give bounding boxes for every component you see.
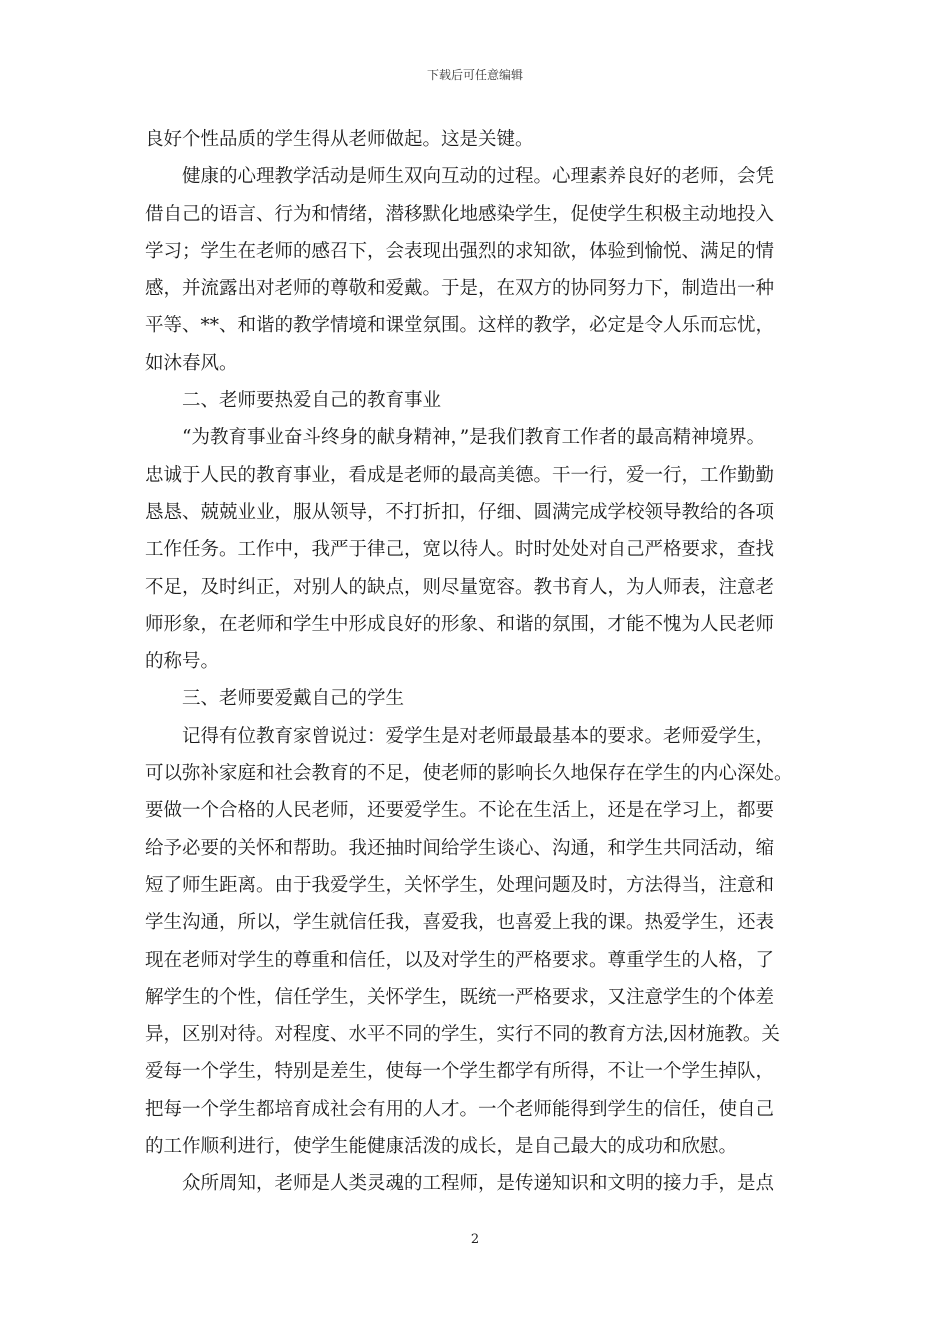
text-line: 忠诚于人民的教育事业，看成是老师的最高美德。干一行，爱一行，工作勤勤 <box>145 464 775 486</box>
text-line: 感，并流露出对老师的尊敬和爱戴。于是，在双方的协同努力下，制造出一种 <box>145 278 775 300</box>
text-line: 的称号。 <box>145 651 220 673</box>
text-line: 异，区别对待。对程度、水平不同的学生，实行不同的教育方法,因材施教。关 <box>145 1024 780 1046</box>
text-line: 的工作顺利进行，使学生能健康活泼的成长，是自己最大的成功和欣慰。 <box>145 1136 738 1158</box>
paragraph-start: 众所周知，老师是人类灵魂的工程师，是传递知识和文明的接力手，是点 <box>182 1173 775 1195</box>
paragraph-start: 记得有位教育家曾说过：爱学生是对老师最最基本的要求。老师爱学生， <box>182 725 775 747</box>
document-body <box>145 121 811 1203</box>
paragraph-start: “为教育事业奋斗终身的献身精神，”是我们教育工作者的最高精神境界。 <box>182 427 766 449</box>
text-line: 师形象，在老师和学生中形成良好的形象、和谐的氛围，才能不愧为人民老师 <box>145 613 775 635</box>
page-number: 2 <box>470 1232 480 1247</box>
text-line: 恳恳、兢兢业业，服从领导，不打折扣，仔细、圆满完成学校领导教给的各项 <box>145 501 775 523</box>
text-line: 良好个性品质的学生得从老师做起。这是关键。 <box>145 129 534 150</box>
text-line: 平等、**、和谐的教学情境和课堂氛围。这样的教学，必定是令人乐而忘忧， <box>145 315 775 337</box>
text-line: 借自己的语言、行为和情绪，潜移默化地感染学生，促使学生积极主动地投入 <box>145 203 775 225</box>
text-line: 把每一个学生都培育成社会有用的人才。一个老师能得到学生的信任，使自己 <box>145 1098 775 1120</box>
section-heading: 二、老师要热爱自己的教育事业 <box>182 390 442 412</box>
text-line: 短了师生距离。由于我爱学生，关怀学生，处理问题及时，方法得当，注意和 <box>145 874 775 896</box>
page-header: 下载后可任意编辑 <box>426 68 523 82</box>
text-line: 可以弥补家庭和社会教育的不足，使老师的影响长久地保存在学生的内心深处。 <box>145 763 793 785</box>
text-line: 给予必要的关怀和帮助。我还抽时间给学生谈心、沟通，和学生共同活动，缩 <box>145 837 775 859</box>
text-line: 学生沟通，所以，学生就信任我，喜爱我，也喜爱上我的课。热爱学生，还表 <box>145 912 775 934</box>
text-line: 学习；学生在老师的感召下，会表现出强烈的求知欲，体验到愉悦、满足的情 <box>145 240 775 262</box>
text-line: 解学生的个性，信任学生，关怀学生，既统一严格要求，又注意学生的个体差 <box>145 986 775 1008</box>
text-line: 要做一个合格的人民老师，还要爱学生。不论在生活上，还是在学习上，都要 <box>145 800 775 822</box>
text-line: 如沐春风。 <box>145 352 238 374</box>
text-line: 工作任务。工作中，我严于律己，宽以待人。时时处处对自己严格要求，查找 <box>145 539 775 561</box>
paragraph-start: 健康的心理教学活动是师生双向互动的过程。心理素养良好的老师，会凭 <box>182 166 775 188</box>
section-heading: 三、老师要爱戴自己的学生 <box>182 688 405 710</box>
text-line: 现在老师对学生的尊重和信任，以及对学生的严格要求。尊重学生的人格，了 <box>145 949 775 971</box>
text-line: 不足，及时纠正，对别人的缺点，则尽量宽容。教书育人，为人师表，注意老 <box>145 576 775 598</box>
text-line: 爱每一个学生，特别是差生，使每一个学生都学有所得，不让一个学生掉队， <box>145 1061 775 1083</box>
